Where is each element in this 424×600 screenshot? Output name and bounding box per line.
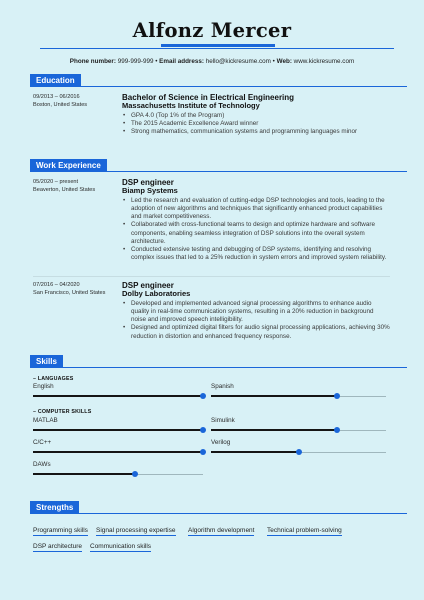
skill-level-bar xyxy=(33,395,203,397)
skill-level-remainder xyxy=(337,396,386,397)
education-location: Boston, United States xyxy=(33,102,88,109)
work-entry-2 xyxy=(122,281,390,341)
candidate-name: Alfonz Mercer xyxy=(132,19,292,42)
work-bullet: • Developed and implemented advanced signal processing algorithms to enhance audio quality in real-time communication systems, resulting in a 20% reduction in background noise and improved speech intelligibility. xyxy=(122,300,390,325)
work-meta-1 xyxy=(33,178,95,195)
strength-tag: DSP architecture xyxy=(33,543,83,550)
strength-tag: Programming skills xyxy=(33,527,88,534)
contact-separator: • xyxy=(155,58,160,65)
skill-level-bar xyxy=(33,451,203,453)
work-bullet: • Led the research and evaluation of cutting-edge DSP technologies and tools, leading to the adoption of new algorithms and techniques that significantly enhanced product capabilities and market competitiveness. xyxy=(122,197,390,222)
skill-name: DAWs xyxy=(33,461,51,468)
work-title: DSP engineer xyxy=(122,178,174,187)
education-bullet: • Strong mathematics, communication systems and programming languages minor xyxy=(122,128,390,136)
skill-name: Verilog xyxy=(211,439,231,446)
section-rule-strengths xyxy=(30,513,407,514)
skill-name: C/C++ xyxy=(33,439,52,446)
name-underline xyxy=(161,44,275,47)
strength-tag: Signal processing expertise xyxy=(96,527,176,534)
work-dates: 07/2016 – 04/2020 xyxy=(33,282,80,288)
section-rule-education xyxy=(30,86,407,87)
skill-name: Simulink xyxy=(211,417,235,424)
skills-category-languages: – LANGUAGES xyxy=(33,376,74,382)
skill-name: English xyxy=(33,383,54,390)
work-entry-1 xyxy=(122,178,390,262)
strength-tag: Algorithm development xyxy=(188,527,255,534)
skill-level-knob xyxy=(334,393,340,399)
email-value: hello@kickresume.com xyxy=(205,58,271,65)
skill-level-remainder xyxy=(299,452,386,453)
work-company: Dolby Laboratories xyxy=(122,289,191,298)
work-bullets xyxy=(122,197,390,263)
contact-separator: • xyxy=(272,58,277,65)
skill-level-knob xyxy=(132,471,138,477)
skill-level-remainder xyxy=(337,430,386,431)
web-value: www.kickresume.com xyxy=(293,58,355,65)
skill-name: MATLAB xyxy=(33,417,58,424)
skill-level-bar xyxy=(211,429,337,431)
education-bullet: • The 2015 Academic Excellence Award winner xyxy=(122,120,390,128)
work-bullet: • Designed and optimized digital filters for audio signal processing applications, achieving 30% reduction in distortion and enhanced frequency response. xyxy=(122,324,390,340)
entry-divider xyxy=(33,276,390,277)
strength-tag: Communication skills xyxy=(90,543,152,550)
education-degree: Bachelor of Science in Electrical Engineering xyxy=(122,93,295,102)
phone-label: Phone number: xyxy=(69,58,116,65)
work-bullets xyxy=(122,300,390,341)
section-heading-education: Education xyxy=(30,74,81,87)
work-location: San Francisco, United States xyxy=(33,290,106,297)
education-bullet: • GPA 4.0 (Top 1% of the Program) xyxy=(122,112,390,120)
skill-level-bar xyxy=(33,429,203,431)
education-dates: 09/2013 – 06/2016 xyxy=(33,94,80,100)
phone-value: 999-999-999 xyxy=(117,58,154,65)
work-location: Beaverton, United States xyxy=(33,187,96,194)
section-heading-strengths: Strengths xyxy=(30,501,79,514)
header-rule xyxy=(40,48,394,49)
work-bullet: • Collaborated with cross-functional teams to design and optimize hardware and software components, enabling seamless integration of DSP solutions into the overall system architecture. xyxy=(122,221,390,246)
skill-level-bar xyxy=(33,473,135,475)
work-dates: 05/2020 – present xyxy=(33,179,79,185)
skill-level-knob xyxy=(200,393,206,399)
section-rule-skills xyxy=(30,367,407,368)
education-bullets xyxy=(122,112,390,137)
section-heading-work: Work Experience xyxy=(30,159,107,172)
skill-level-bar xyxy=(211,395,337,397)
work-title: DSP engineer xyxy=(122,281,174,290)
web-label: Web: xyxy=(276,58,292,65)
skill-level-knob xyxy=(200,449,206,455)
skill-level-knob xyxy=(334,427,340,433)
section-heading-skills: Skills xyxy=(30,355,63,368)
work-bullet: • Conducted extensive testing and debugging of DSP systems, identifying and resolving complex issues that led to a 25% reduction in system errors and improved system reliability. xyxy=(122,246,390,262)
email-label: Email address: xyxy=(159,58,204,65)
education-meta xyxy=(33,93,87,110)
skill-level-knob xyxy=(296,449,302,455)
education-school: Massachusetts Institute of Technology xyxy=(122,101,260,110)
work-company: Biamp Systems xyxy=(122,186,178,195)
education-entry xyxy=(122,93,390,136)
contact-line xyxy=(0,58,424,65)
skills-category-computer: – COMPUTER SKILLS xyxy=(33,409,92,415)
skill-level-knob xyxy=(200,427,206,433)
strength-tag: Technical problem-solving xyxy=(267,527,342,534)
skill-level-remainder xyxy=(135,474,203,475)
skill-name: Spanish xyxy=(211,383,234,390)
section-rule-work xyxy=(30,171,407,172)
skill-level-bar xyxy=(211,451,299,453)
work-meta-2 xyxy=(33,281,113,298)
